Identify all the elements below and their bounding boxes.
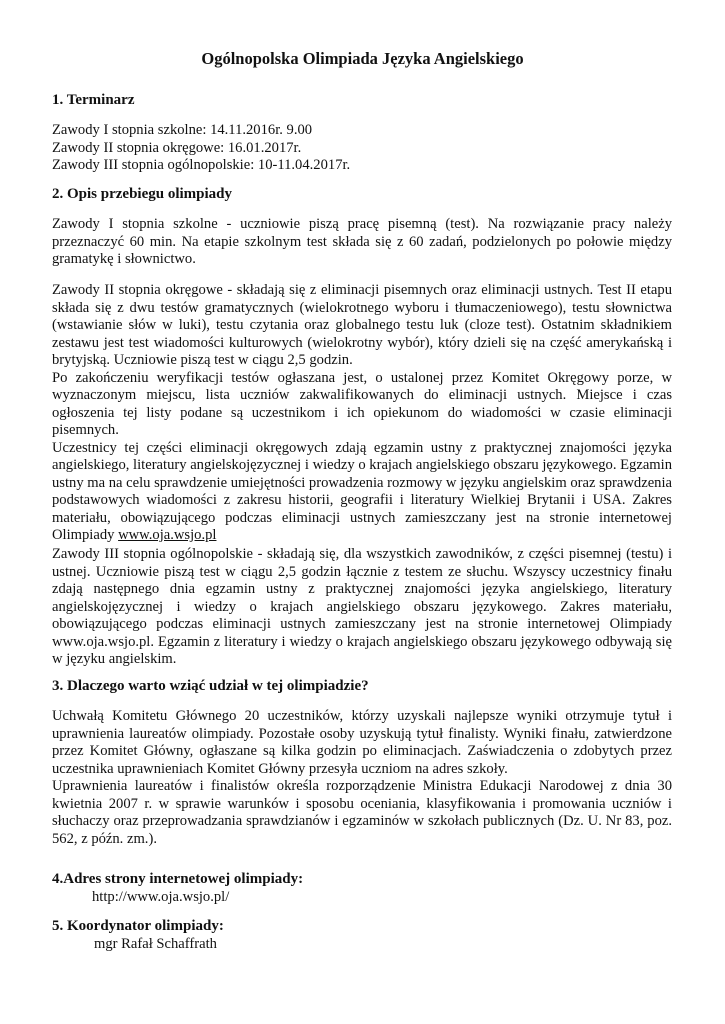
section-heading-dlaczego: 3. Dlaczego warto wziąć udział w tej olimpiadzie? (52, 678, 369, 694)
benefits-block (52, 708, 672, 848)
page-title: Ogólnopolska Olimpiada Języka Angielskiego (201, 49, 524, 68)
schedule-list (52, 122, 672, 175)
section-heading-opis: 2. Opis przebiegu olimpiady (52, 186, 233, 202)
stage-2-block (52, 282, 672, 545)
paragraph-stage-2-results: Po zakończeniu weryfikacji testów ogłaszana jest, o ustalonej przez Komitet Okręgowy porze, w wyznaczonym miejscu, lista uczniów zakwalifikowanych do eliminacji ustnych. Miejsce i czas ogłoszenia tej listy podane są uczestnikom i ich opiekunom do wiadomości w czasie eliminacji pisemnych. (52, 369, 672, 438)
schedule-item: Zawody I stopnia szkolne: 14.11.2016r. 9.00 (52, 122, 313, 138)
schedule-item: Zawody III stopnia ogólnopolskie: 10-11.04.2017r. (52, 157, 351, 173)
section-heading-terminarz: 1. Terminarz (52, 92, 135, 108)
olympiad-website-link[interactable]: www.oja.wsjo.pl (118, 527, 217, 543)
schedule-item: Zawody II stopnia okręgowe: 16.01.2017r. (52, 139, 302, 156)
section-heading-koordynator: 5. Koordynator olimpiady: (52, 918, 224, 934)
website-address: http://www.oja.wsjo.pl/ (92, 889, 230, 905)
coordinator-name: mgr Rafał Schaffrath (94, 936, 217, 952)
paragraph-regulation: Uprawnienia laureatów i finalistów określa rozporządzenie Ministra Edukacji Narodowej z dnia 30 kwietnia 2007 r. w sprawie warunków i sposobu oceniania, klasyfikowania i promowania uczniów i słuchaczy oraz przeprowadzania sprawdzianów i egzaminów w szkołach publicznych (Dz. U. Nr 83, poz. 562, z późn. zm.). (52, 778, 672, 847)
paragraph-laureates: Uchwałą Komitetu Głównego 20 uczestników, którzy uzyskali najlepsze wyniki otrzymuje tytuł i uprawnienia laureatów olimpiady. Pozostałe osoby uzyskują tytuł finalisty. Wyniki finału, zatwierdzone przez Komitet Główny, ogłaszane są kilka godzin po eliminacjach. Zaświadczenia o zdobytych przez uczestnika uprawnieniach Komitet Główny przesyła uczniom na adres szkoły. (52, 708, 672, 777)
paragraph-stage-1: Zawody I stopnia szkolne - uczniowie piszą pracę pisemną (test). Na rozwiązanie pracy należy przeznaczyć 60 min. Na etapie szkolnym test składa się z 60 zadań, podzielonych po połowie między gramatykę i słownictwo. (52, 216, 672, 267)
paragraph-stage-2-oral-text: Uczestnicy tej części eliminacji okręgowych zdają egzamin ustny z praktycznej znajomości języka angielskiego, literatury angielskojęzycznej i wiedzy o krajach angielskiego obszaru językowego. Egzamin ustny ma na celu sprawdzenie umiejętności prowadzenia rozmowy w języku angielskim oraz sprawdzenia podstawowych wiadomości z zakresu historii, geografii i literatury Wielkiej Brytanii i USA. Zakres materiału, obowiązującego podczas eliminacji ustnych zamieszczany jest na stronie internetowej Olimpiady (52, 439, 673, 543)
paragraph-stage-3: Zawody III stopnia ogólnopolskie - składają się, dla wszystkich zawodników, z części pisemnej (testu) i ustnej. Uczniowie piszą test w ciągu 2,5 godzin łącznie z testem ze słuchu. Wszyscy uczestnicy finału zdają następnego dnia egzamin ustny z praktycznej znajomości języka angielskiego, literatury angielskojęzycznej i wiedzy o krajach angielskiego obszaru językowego. Zakres materiału, obowiązującego podczas eliminacji ustnych zamieszczany jest na stronie internetowej Olimpiady www.oja.wsjo.pl. Egzamin z literatury i wiedzy o krajach angielskiego obszaru językowego odbywają się w języku angielskim. (52, 546, 672, 667)
paragraph-stage-2: Zawody II stopnia okręgowe - składają się z eliminacji pisemnych oraz eliminacji ustnych. Test II etapu składa się z dwu testów gramatycznych (wielokrotnego wyboru i tłumaczeniowego), testu słownictwa (wstawianie słów w luki), testu czytania oraz globalnego testu luk (cloze test). Ostatnim składnikiem zestawu jest test wiadomości kulturowych (wielokrotny wybór), który dzieli się na część amerykańską i brytyjską. Uczniowie piszą test w ciągu 2,5 godzin. (52, 282, 672, 368)
paragraph-stage-2-oral (52, 440, 672, 545)
section-heading-adres: 4.Adres strony internetowej olimpiady: (52, 871, 304, 887)
